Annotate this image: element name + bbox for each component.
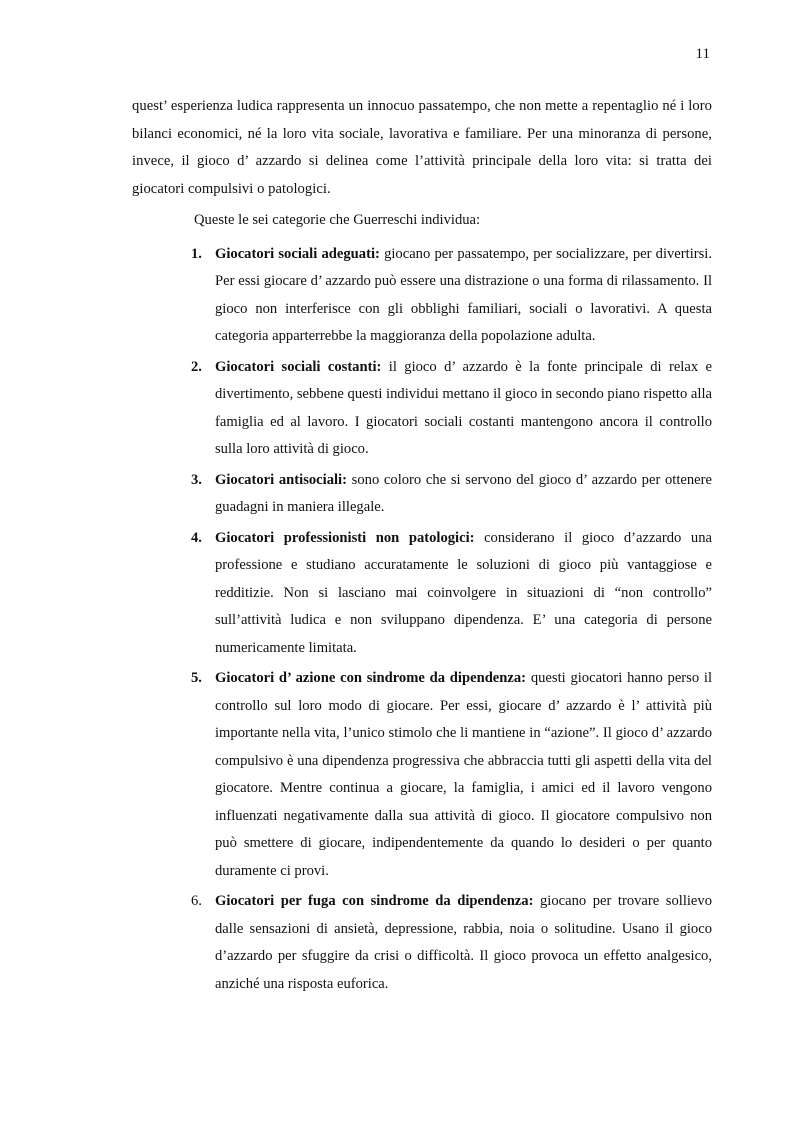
category-description: sono coloro che si servono del gioco d’ azzardo per ottenere guadagni in maniera illegale. [215,471,712,515]
category-description: giocano per trovare sollievo dalle sensazioni di ansietà, depressione, rabbia, noia o solitudine. Usano il gioco d’azzardo per sfuggire da crisi o difficoltà. Il gioco provoca un effetto analgesico, anziché una risposta euforica. [215,893,712,992]
list-number: 5. [191,670,202,686]
list-item [132,467,712,522]
category-description: il gioco d’ azzardo è la fonte principale di relax e divertimento, sebbene questi individui mettano il gioco in secondo piano rispetto alla famiglia ed al lavoro. I giocatori sociali costanti mantengono ancora il controllo sulla loro attività di gioco. [215,358,712,457]
list-number: 4. [191,529,202,546]
category-term: Giocatori per fuga con sindrome da dipendenza: [215,893,534,909]
list-number: 3. [191,471,202,488]
category-description: giocano per passatempo, per socializzare, per divertirsi. Per essi giocare d’ azzardo può essere una distrazione o una forma di rilassamento. Il gioco non interferisce con gli obblighi familiari, sociali o lavorativi. A questa categoria apparterrebbe la maggioranza della popolazione adulta. [215,245,712,344]
list-item [132,525,712,663]
category-term: Giocatori sociali adeguati: [215,245,380,262]
list-item [132,241,712,351]
list-number: 6. [191,893,202,909]
category-description: questi giocatori hanno perso il controllo sul loro modo di giocare. Per essi, giocare d’ azzardo è l’ attività più importante nella vita, l’unico stimolo che li mantiene in “azione”. Il gioco d’ azzardo compulsivo è una dipendenza progressiva che abbraccia tutti gli aspetti della vita del giocatore. Mentre continua a giocare, la famiglia, i amici ed il lavoro vengono influenzati negativamente dalla sua attività di gioco. Il giocatore compulsivo non può smettere di giocare, indipendentemente da quando lo desideri o per quanto duramente ci provi. [215,670,713,879]
list-number: 2. [191,358,202,375]
body-text [132,93,712,1001]
category-term: Giocatori antisociali: [215,471,347,488]
category-term: Giocatori professionisti non patologici: [215,529,475,546]
list-item [132,354,712,464]
page-number: 11 [695,46,710,62]
list-intro: Queste le sei categorie che Guerreschi individua: [194,212,481,228]
category-list [132,241,712,999]
category-description: considerano il gioco d’azzardo una professione e studiano accuratamente le soluzioni di gioco più vantaggiose e redditizie. Non si lasciano mai coinvolgere in situazioni di “non controllo” sull’attività ludica e non sviluppano dipendenza. E’ una categoria di persone numericamente limitata. [215,529,712,656]
paragraph: quest’ esperienza ludica rappresenta un innocuo passatempo, che non mette a repentaglio né i loro bilanci economici, né la loro vita sociale, lavorativa e familiare. Per una minoranza di persone, invece, il gioco d’ azzardo si delinea come l’attività principale della loro vita: si tratta dei giocatori compulsivi o patologici. [132,98,712,197]
list-number: 1. [191,245,202,262]
category-term: Giocatori sociali costanti: [215,358,382,375]
list-item [132,888,712,998]
list-item [132,665,712,885]
category-term: Giocatori d’ azione con sindrome da dipendenza: [215,670,527,686]
